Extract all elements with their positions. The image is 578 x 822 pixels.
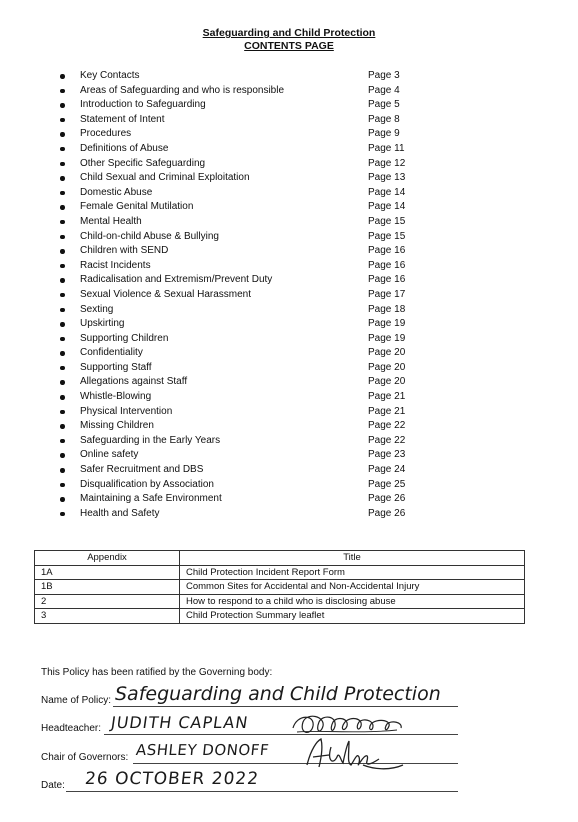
policy-name-label: Name of Policy: [41, 695, 112, 706]
policy-name-row [41, 695, 111, 706]
appendix-id-cell: 3 [35, 609, 180, 624]
contents-item [58, 171, 418, 186]
bullet-icon [60, 176, 65, 181]
contents-item [58, 230, 418, 245]
contents-item [58, 375, 418, 390]
contents-item-page: Page 26 [368, 493, 406, 505]
contents-item-page: Page 16 [368, 259, 406, 271]
bullet-icon [60, 410, 65, 415]
policy-name-line [113, 706, 458, 707]
contents-item-label: Areas of Safeguarding and who is responsible [80, 84, 285, 96]
contents-page-heading: CONTENTS PAGE [244, 40, 334, 52]
contents-item [58, 463, 418, 478]
appendix-id-cell: 1A [35, 565, 180, 580]
bullet-icon [60, 322, 65, 327]
contents-item-label: Disqualification by Association [80, 478, 214, 490]
contents-item-page: Page 19 [368, 332, 406, 344]
contents-item-label: Racist Incidents [80, 259, 151, 271]
contents-item [58, 259, 418, 274]
contents-item-page: Page 25 [368, 478, 406, 490]
contents-item [58, 142, 418, 157]
contents-item-page: Page 15 [368, 215, 406, 227]
bullet-icon [60, 89, 65, 94]
contents-item-page: Page 19 [368, 318, 406, 330]
contents-item [58, 317, 418, 332]
contents-item-label: Child-on-child Abuse & Bullying [80, 230, 219, 242]
bullet-icon [60, 220, 65, 225]
appendix-column-header: Appendix [35, 551, 180, 566]
bullet-icon [60, 483, 65, 488]
contents-item [58, 113, 418, 128]
contents-item [58, 200, 418, 215]
bullet-icon [60, 497, 65, 502]
contents-item-label: Supporting Children [80, 332, 169, 344]
date-label: Date: [41, 780, 65, 791]
contents-item-label: Missing Children [80, 420, 154, 432]
contents-item-label: Sexting [80, 303, 114, 315]
contents-item [58, 98, 418, 113]
contents-item [58, 303, 418, 318]
contents-item [58, 84, 418, 99]
contents-item [58, 405, 418, 420]
contents-item [58, 127, 418, 142]
chair-label: Chair of Governors: [41, 752, 129, 763]
contents-item-page: Page 18 [368, 303, 406, 315]
bullet-icon [60, 205, 65, 210]
appendix-title-cell: Common Sites for Accidental and Non-Accidental Injury [180, 580, 525, 595]
contents-item-page: Page 24 [368, 464, 406, 476]
contents-item [58, 507, 418, 522]
contents-item [58, 478, 418, 493]
contents-item-label: Child Sexual and Criminal Exploitation [80, 172, 250, 184]
contents-item-page: Page 22 [368, 434, 406, 446]
table-row [35, 565, 525, 580]
bullet-icon [60, 351, 65, 356]
bullet-icon [60, 278, 65, 283]
contents-item-page: Page 3 [368, 70, 400, 81]
contents-item-label: Safeguarding in the Early Years [80, 434, 221, 446]
title-column-header: Title [180, 551, 525, 566]
ratification-statement: This Policy has been ratified by the Governing body: [41, 667, 273, 678]
appendix-title-cell: Child Protection Incident Report Form [180, 565, 525, 580]
contents-item-page: Page 21 [368, 391, 406, 403]
contents-item [58, 390, 418, 405]
bullet-icon [60, 468, 65, 473]
contents-item-page: Page 20 [368, 376, 406, 388]
bullet-icon [60, 380, 65, 385]
contents-item-label: Health and Safety [80, 507, 160, 519]
contents-item-label: Radicalisation and Extremism/Prevent Duty [80, 274, 273, 286]
contents-item-page: Page 20 [368, 347, 406, 359]
contents-item-page: Page 26 [368, 507, 406, 519]
bullet-icon [60, 293, 65, 298]
bullet-icon [60, 103, 65, 108]
contents-item-label: Procedures [80, 128, 132, 140]
contents-item-page: Page 15 [368, 230, 406, 242]
contents-item-label: Sexual Violence & Sexual Harassment [80, 288, 252, 300]
bullet-icon [60, 74, 65, 79]
contents-item [58, 419, 418, 434]
contents-item-page: Page 21 [368, 405, 406, 417]
contents-list [58, 69, 418, 521]
bullet-icon [60, 191, 65, 196]
bullet-icon [60, 366, 65, 371]
table-row [35, 580, 525, 595]
contents-item-label: Upskirting [80, 318, 125, 330]
contents-item-page: Page 11 [368, 142, 405, 154]
contents-item-label: Physical Intervention [80, 405, 173, 417]
contents-item-label: Supporting Staff [80, 361, 152, 373]
contents-item-page: Page 4 [368, 84, 400, 96]
contents-item-page: Page 5 [368, 99, 400, 111]
bullet-icon [60, 308, 65, 313]
document-title: Safeguarding and Child Protection [202, 27, 376, 39]
headteacher-handwritten-name: JUDITH CAPLAN [109, 713, 250, 732]
contents-item-page: Page 22 [368, 420, 406, 432]
contents-item-page: Page 13 [368, 172, 406, 184]
bullet-icon [60, 337, 65, 342]
bullet-icon [60, 264, 65, 269]
bullet-icon [60, 424, 65, 429]
contents-item [58, 332, 418, 347]
chair-row [41, 752, 128, 763]
contents-item [58, 434, 418, 449]
table-row [35, 609, 525, 624]
contents-item [58, 215, 418, 230]
contents-item-page: Page 16 [368, 245, 406, 257]
chair-handwritten-name: ASHLEY DONOFF [135, 741, 270, 759]
contents-item-label: Confidentiality [80, 347, 143, 359]
contents-item-label: Domestic Abuse [80, 186, 153, 198]
contents-item-label: Online safety [80, 449, 139, 461]
bullet-icon [60, 439, 65, 444]
contents-item-page: Page 17 [368, 288, 406, 300]
date-row [41, 780, 65, 791]
appendix-id-cell: 1B [35, 580, 180, 595]
contents-item [58, 288, 418, 303]
contents-item-page: Page 14 [368, 201, 406, 213]
contents-item [58, 69, 418, 84]
contents-item-page: Page 8 [368, 113, 400, 125]
bullet-icon [60, 235, 65, 240]
bullet-icon [60, 118, 65, 123]
contents-item [58, 186, 418, 201]
appendix-title-cell: Child Protection Summary leaflet [180, 609, 525, 624]
contents-item [58, 448, 418, 463]
contents-item [58, 492, 418, 507]
contents-item-label: Female Genital Mutilation [80, 201, 194, 213]
bullet-icon [60, 132, 65, 137]
table-row [35, 594, 525, 609]
contents-item-page: Page 16 [368, 274, 406, 286]
contents-item-label: Children with SEND [80, 245, 169, 257]
policy-name-handwritten: Safeguarding and Child Protection [115, 683, 441, 705]
bullet-icon [60, 162, 65, 167]
appendix-table [34, 550, 525, 624]
contents-item-label: Allegations against Staff [80, 376, 188, 388]
contents-item-label: Whistle-Blowing [80, 391, 152, 403]
contents-item-page: Page 12 [368, 157, 406, 169]
bullet-icon [60, 249, 65, 254]
contents-item-page: Page 9 [368, 128, 400, 140]
contents-item-label: Definitions of Abuse [80, 142, 169, 154]
contents-item-label: Introduction to Safeguarding [80, 99, 206, 111]
appendix-title-cell: How to respond to a child who is disclosing abuse [180, 594, 525, 609]
bullet-icon [60, 512, 65, 517]
appendix-header-row [35, 551, 525, 566]
contents-item [58, 244, 418, 259]
contents-item-label: Maintaining a Safe Environment [80, 493, 222, 505]
headteacher-signature-icon [287, 710, 447, 738]
date-line [66, 791, 458, 792]
headteacher-row [41, 723, 101, 734]
contents-item-label: Safer Recruitment and DBS [80, 464, 204, 476]
bullet-icon [60, 453, 65, 458]
contents-item-page: Page 23 [368, 449, 406, 461]
contents-item-page: Page 20 [368, 361, 406, 373]
contents-item-label: Key Contacts [80, 70, 140, 81]
date-handwritten: 26 OCTOBER 2022 [83, 769, 260, 789]
bullet-icon [60, 147, 65, 152]
headteacher-label: Headteacher: [41, 723, 102, 734]
contents-item [58, 346, 418, 361]
contents-item-label: Other Specific Safeguarding [80, 157, 206, 169]
contents-item [58, 361, 418, 376]
contents-item-page: Page 14 [368, 186, 406, 198]
chair-signature-icon [303, 735, 413, 775]
contents-item [58, 273, 418, 288]
bullet-icon [60, 395, 65, 400]
appendix-id-cell: 2 [35, 594, 180, 609]
contents-item-label: Mental Health [80, 215, 142, 227]
contents-item-label: Statement of Intent [80, 113, 165, 125]
contents-item [58, 157, 418, 172]
